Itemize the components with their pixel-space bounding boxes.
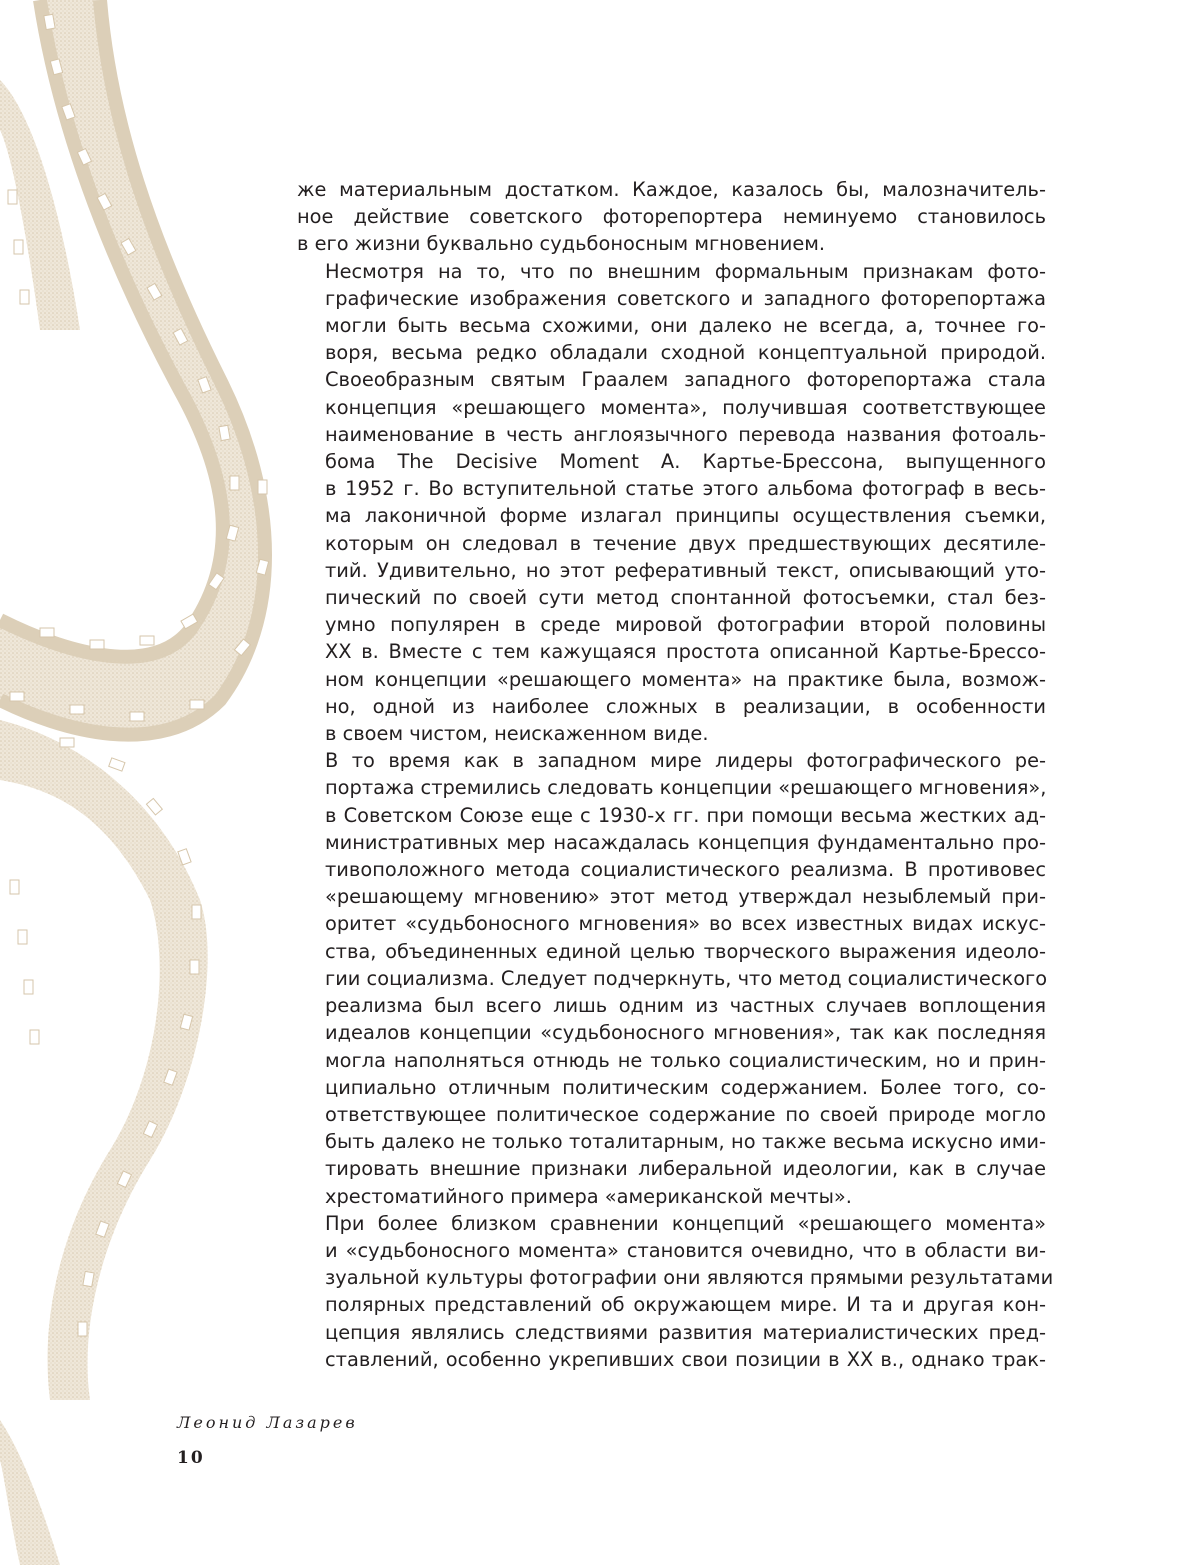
text-line: В то время как в западном мире лидеры фотографического ре- bbox=[325, 749, 1046, 773]
text-line: же материальным достатком. Каждое, казалось бы, малозначитель- bbox=[297, 178, 1046, 201]
text-line: умно популярен в среде мировой фотографии второй половины bbox=[325, 613, 1046, 637]
text-line: но, одной из наиболее сложных в реализации, в особенности bbox=[325, 694, 1046, 718]
text-line: воря, весьма редко обладали сходной концептуальной природой. bbox=[325, 341, 1046, 365]
film-strip-upper bbox=[0, 0, 269, 735]
text-line: При более близком сравнении концепций «решающего момента» bbox=[325, 1211, 1046, 1235]
paragraph bbox=[297, 176, 1046, 258]
text-line: могла наполняться отнюдь не только социалистическим, но и прин- bbox=[325, 1048, 1046, 1072]
text-line: в Советском Союзе еще с 1930-х гг. при помощи весьма жестких ад- bbox=[325, 803, 1046, 827]
text-line: концепция «решающего момента», получившая соответствующее bbox=[325, 395, 1046, 419]
text-line: наименование в честь англоязычного перевода названия фотоаль- bbox=[325, 422, 1046, 446]
text-line: ном концепции «решающего момента» на практике была, возмож- bbox=[325, 667, 1046, 691]
text-line: ма лаконичной форме излагал принципы осуществления съемки, bbox=[325, 504, 1046, 528]
text-line: в его жизни буквально судьбоносным мгновением. bbox=[297, 232, 826, 256]
paragraph bbox=[297, 1210, 1054, 1373]
text-line: ства, объединенных единой целью творческого выражения идеоло- bbox=[325, 939, 1046, 963]
text-line: реализма был всего лишь одним из частных случаев воплощения bbox=[325, 994, 1046, 1018]
text-line: пический по своей сути метод спонтанной фотосъемки, стал без- bbox=[325, 586, 1046, 610]
text-line: ное действие советского фоторепортера неминуемо становилось bbox=[297, 205, 1046, 229]
text-line: хрестоматийного примера «американской мечты». bbox=[325, 1184, 852, 1208]
paragraph bbox=[297, 747, 1046, 1209]
paragraph bbox=[297, 258, 1046, 748]
text-line: тий. Удивительно, но этот реферативный текст, описывающий уто- bbox=[325, 558, 1046, 582]
text-line: Несмотря на то, что по внешним формальным признакам фото- bbox=[325, 259, 1046, 283]
text-line: которым он следовал в течение двух предшествующих десятиле- bbox=[325, 531, 1046, 555]
text-line: XX в. Вместе с тем кажущаяся простота описанной Картье-Брессо- bbox=[325, 640, 1046, 664]
text-line: ставлений, особенно укрепивших свои позиции в XX в., однако трак- bbox=[325, 1347, 1046, 1371]
footer-author: Леонид Лазарев bbox=[177, 1413, 358, 1432]
text-line: бома The Decisive Moment А. Картье-Брессона, выпущенного bbox=[325, 450, 1046, 474]
text-line: полярных представлений об окружающем мире. И та и другая кон- bbox=[325, 1293, 1046, 1317]
text-line: ответствующее политическое содержание по своей природе могло bbox=[325, 1102, 1046, 1126]
text-line: быть далеко не только тоталитарным, но также весьма искусно ими- bbox=[325, 1130, 1046, 1154]
film-strip-lower bbox=[0, 720, 208, 1400]
text-line: министративных мер насаждалась концепция фундаментально про- bbox=[325, 830, 1046, 854]
text-line: могли быть весьма схожими, они далеко не всегда, а, точнее го- bbox=[325, 314, 1046, 338]
text-line: ципиально отличным политическим содержанием. Более того, со- bbox=[325, 1075, 1046, 1099]
text-line: тивоположного метода социалистического реализма. В противовес bbox=[325, 858, 1046, 882]
film-strip-bottom-fragment bbox=[0, 1420, 60, 1565]
text-line: зуальной культуры фотографии они являются прямыми результатами bbox=[325, 1266, 1054, 1290]
text-line: оритет «судьбоносного мгновения» во всех известных видах искус- bbox=[325, 912, 1046, 936]
text-line: тировать внешние признаки либеральной идеологии, как в случае bbox=[325, 1157, 1046, 1181]
page-number: 10 bbox=[177, 1448, 205, 1468]
text-line: «решающему мгновению» этот метод утверждал незыблемый при- bbox=[325, 885, 1046, 909]
text-line: графические изображения советского и западного фоторепортажа bbox=[325, 286, 1046, 310]
text-line: портажа стремились следовать концепции «решающего мгновения», bbox=[325, 776, 1047, 800]
text-line: в своем чистом, неискаженном виде. bbox=[325, 722, 709, 746]
text-line: и «судьбоносного момента» становится очевидно, что в области ви- bbox=[325, 1238, 1046, 1262]
body-text bbox=[297, 176, 1054, 1373]
text-line: гии социализма. Следует подчеркнуть, что метод социалистического bbox=[325, 966, 1048, 990]
text-line: цепция являлись следствиями развития материалистических пред- bbox=[325, 1320, 1046, 1344]
text-line: в 1952 г. Во вступительной статье этого альбома фотограф в весь- bbox=[325, 477, 1046, 501]
text-line: идеалов концепции «судьбоносного мгновения», так как последняя bbox=[325, 1021, 1046, 1045]
text-line: Своеобразным святым Граалем западного фоторепортажа стала bbox=[325, 368, 1046, 392]
